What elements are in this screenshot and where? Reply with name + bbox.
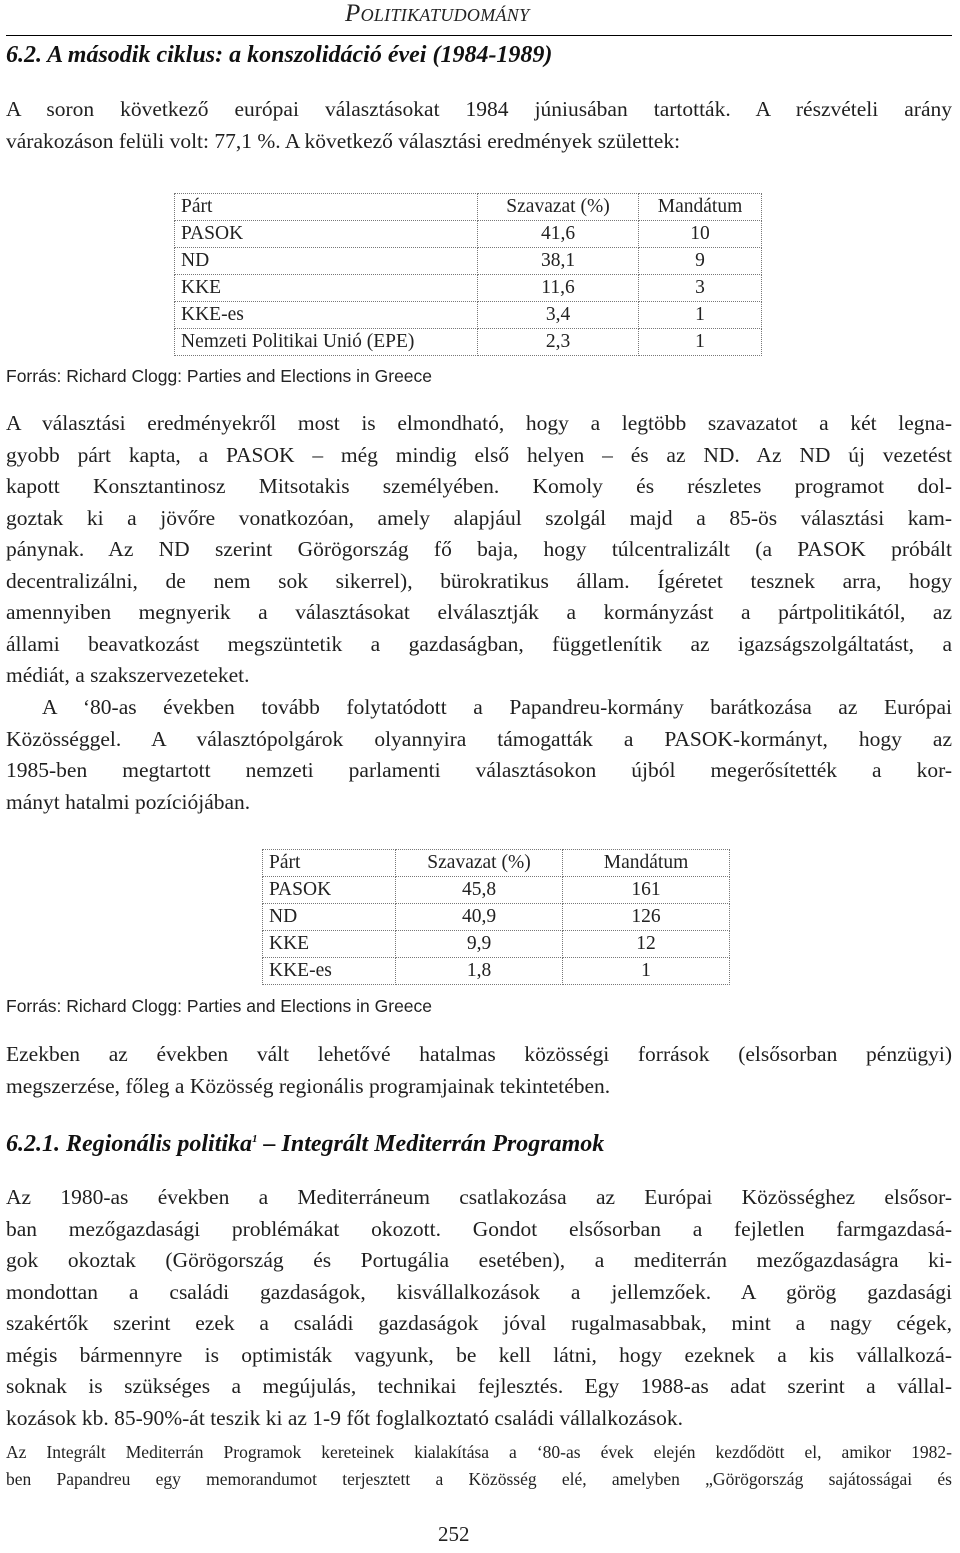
text-line: ban mezőgazdasági problémákat okozott. Gondot elsősorban a fejletlen farmgazdasá-	[6, 1216, 952, 1241]
party-cell: ND	[263, 904, 396, 931]
vote-cell: 45,8	[396, 877, 563, 904]
results-table-1984	[174, 193, 762, 356]
header-rule	[6, 35, 952, 36]
seat-cell: 10	[639, 221, 762, 248]
party-cell: KKE	[175, 275, 478, 302]
intro-paragraph	[6, 94, 952, 157]
text-line: goztak ki a jövőre vonatkozóan, amely alapjául szolgál majd a 85-ös választási kam-	[6, 505, 952, 530]
footnote	[6, 1439, 952, 1493]
party-cell: KKE-es	[263, 958, 396, 985]
table-row	[263, 931, 730, 958]
footnote-line: ben Papandreu egy memorandumot terjesztett a Közösség elé, amelyben „Görögország sajátosságai és	[6, 1469, 952, 1489]
table-header-row	[175, 194, 762, 221]
text-line: Ezekben az években vált lehetővé hatalmas közösségi források (elsősorban pénzügyi)	[6, 1042, 952, 1066]
text-line: amennyiben megnyerik a választásokat elválasztják a kormányzást a pártpolitikától, az	[6, 600, 952, 624]
table-row	[263, 904, 730, 931]
text-line: soknak is szükséges a megújulás, technikai fejlesztés. Egy 1988-as adat szerint a vállal-	[6, 1374, 952, 1398]
paragraph-papandreu	[6, 692, 952, 818]
text-line: mégis bármennyre is optimisták vagyunk, be kell látni, hogy ezeknek a kis vállalkozá-	[6, 1342, 952, 1367]
party-cell: KKE	[263, 931, 396, 958]
paragraph-mediterranean	[6, 1182, 952, 1434]
seat-cell: 1	[563, 958, 730, 985]
paragraph-funds	[6, 1039, 952, 1102]
seat-cell: 3	[639, 275, 762, 302]
paragraph-results	[6, 408, 952, 692]
header-cell: Mandátum	[639, 194, 762, 221]
subsection-title-rest: – Integrált Mediterrán Programok	[257, 1131, 605, 1157]
party-cell: PASOK	[263, 877, 396, 904]
table-source-note: Forrás: Richard Clogg: Parties and Elections in Greece	[6, 366, 433, 386]
vote-cell: 40,9	[396, 904, 563, 931]
seat-cell: 9	[639, 248, 762, 275]
table-row	[263, 958, 730, 985]
footnote-ref[interactable]: 1	[252, 1133, 258, 1145]
text-line: decentralizálni, de nem sok sikerrel), bürokratikus állam. Ígéretet tesznek arra, hogy	[6, 568, 952, 593]
text-line: mondottan a családi gazdaságok, kisvállalkozások a jellemzőek. A görög gazdasági	[6, 1279, 952, 1304]
text-line: A ‘80-as években tovább folytatódott a Papandreu-kormány barátkozása az Európai	[42, 695, 952, 719]
text-line: Közösséggel. A választópolgárok olyannyira támogatták a PASOK-kormányt, hogy az	[6, 726, 952, 751]
seat-cell: 161	[563, 877, 730, 904]
text-line: kapott Konsztantinosz Mitsotakis személyében. Komoly és részletes programot dol-	[6, 474, 952, 498]
text-line: pánynak. Az ND szerint Görögország fő baja, hogy túlcentralizált (a PASOK próbált	[6, 537, 952, 561]
table-row	[175, 221, 762, 248]
header-cell: Párt	[263, 850, 396, 877]
seat-cell: 1	[639, 329, 762, 356]
vote-cell: 1,8	[396, 958, 563, 985]
header-cell: Mandátum	[563, 850, 730, 877]
footnote-line: Az Integrált Mediterrán Programok kereteinek kialakítása a ‘80-as évek elején kezdődött el, amikor 1982-	[6, 1442, 952, 1462]
text-line: A választási eredményekről most is elmondható, hogy a legtöbb szavazatot a két legna-	[6, 411, 952, 435]
vote-cell: 3,4	[478, 302, 639, 329]
seat-cell: 12	[563, 931, 730, 958]
party-cell: PASOK	[175, 221, 478, 248]
vote-cell: 11,6	[478, 275, 639, 302]
header-cell: Szavazat (%)	[396, 850, 563, 877]
table-row	[175, 329, 762, 356]
vote-cell: 38,1	[478, 248, 639, 275]
subsection-title-main: 6.2.1. Regionális politika	[6, 1131, 253, 1157]
vote-cell: 41,6	[478, 221, 639, 248]
text-line: gok okoztak (Görögország és Portugália esetében), a mediterrán mezőgazdaságra ki-	[6, 1248, 952, 1272]
table-source-note: Forrás: Richard Clogg: Parties and Elections in Greece	[6, 996, 433, 1016]
text-line: médiát, a szakszervezeteket.	[6, 663, 250, 687]
header-cell: Szavazat (%)	[478, 194, 639, 221]
text-line: várakozáson felüli volt: 77,1 %. A következő választási eredmények születtek:	[6, 128, 681, 153]
text-line: megszerzése, főleg a Közösség regionális programjainak tekintetében.	[6, 1073, 611, 1098]
seat-cell: 1	[639, 302, 762, 329]
results-table-1985	[262, 849, 730, 985]
vote-cell: 2,3	[478, 329, 639, 356]
running-header: Politikatudomány	[345, 0, 530, 27]
section-title: 6.2. A második ciklus: a konszolidáció évei (1984-1989)	[6, 42, 553, 68]
text-line: Az 1980-as években a Mediterráneum csatlakozása az Európai Közösséghez elsősor-	[6, 1185, 952, 1209]
table-row	[175, 275, 762, 302]
party-cell: Nemzeti Politikai Unió (EPE)	[175, 329, 478, 356]
text-line: kozások kb. 85-90%-át teszik ki az 1-9 főt foglalkoztató családi vállalkozások.	[6, 1405, 684, 1430]
text-line: mányt hatalmi pozíciójában.	[6, 789, 251, 814]
table-row	[175, 302, 762, 329]
party-cell: KKE-es	[175, 302, 478, 329]
page-number: 252	[438, 1522, 470, 1546]
text-line: 1985-ben megtartott nemzeti parlamenti választásokon újból megerősítették a kor-	[6, 758, 952, 782]
seat-cell: 126	[563, 904, 730, 931]
text-line: A soron következő európai választásokat 1984 júniusában tartották. A részvételi arány	[6, 97, 952, 121]
text-line: gyobb párt kapta, a PASOK – még mindig első helyen – és az ND. Az ND új vezetést	[6, 442, 952, 467]
table-header-row	[263, 850, 730, 877]
vote-cell: 9,9	[396, 931, 563, 958]
table-row	[263, 877, 730, 904]
table-row	[175, 248, 762, 275]
subsection-title	[6, 1131, 604, 1158]
text-line: állami beavatkozást megszüntetik a gazdaságban, függetlenítik az igazságszolgáltatást, a	[6, 631, 952, 656]
text-line: szakértők szerint ezek a családi gazdaságok jóval rugalmasabbak, mint a nagy cégek,	[6, 1311, 952, 1335]
header-cell: Párt	[175, 194, 478, 221]
party-cell: ND	[175, 248, 478, 275]
